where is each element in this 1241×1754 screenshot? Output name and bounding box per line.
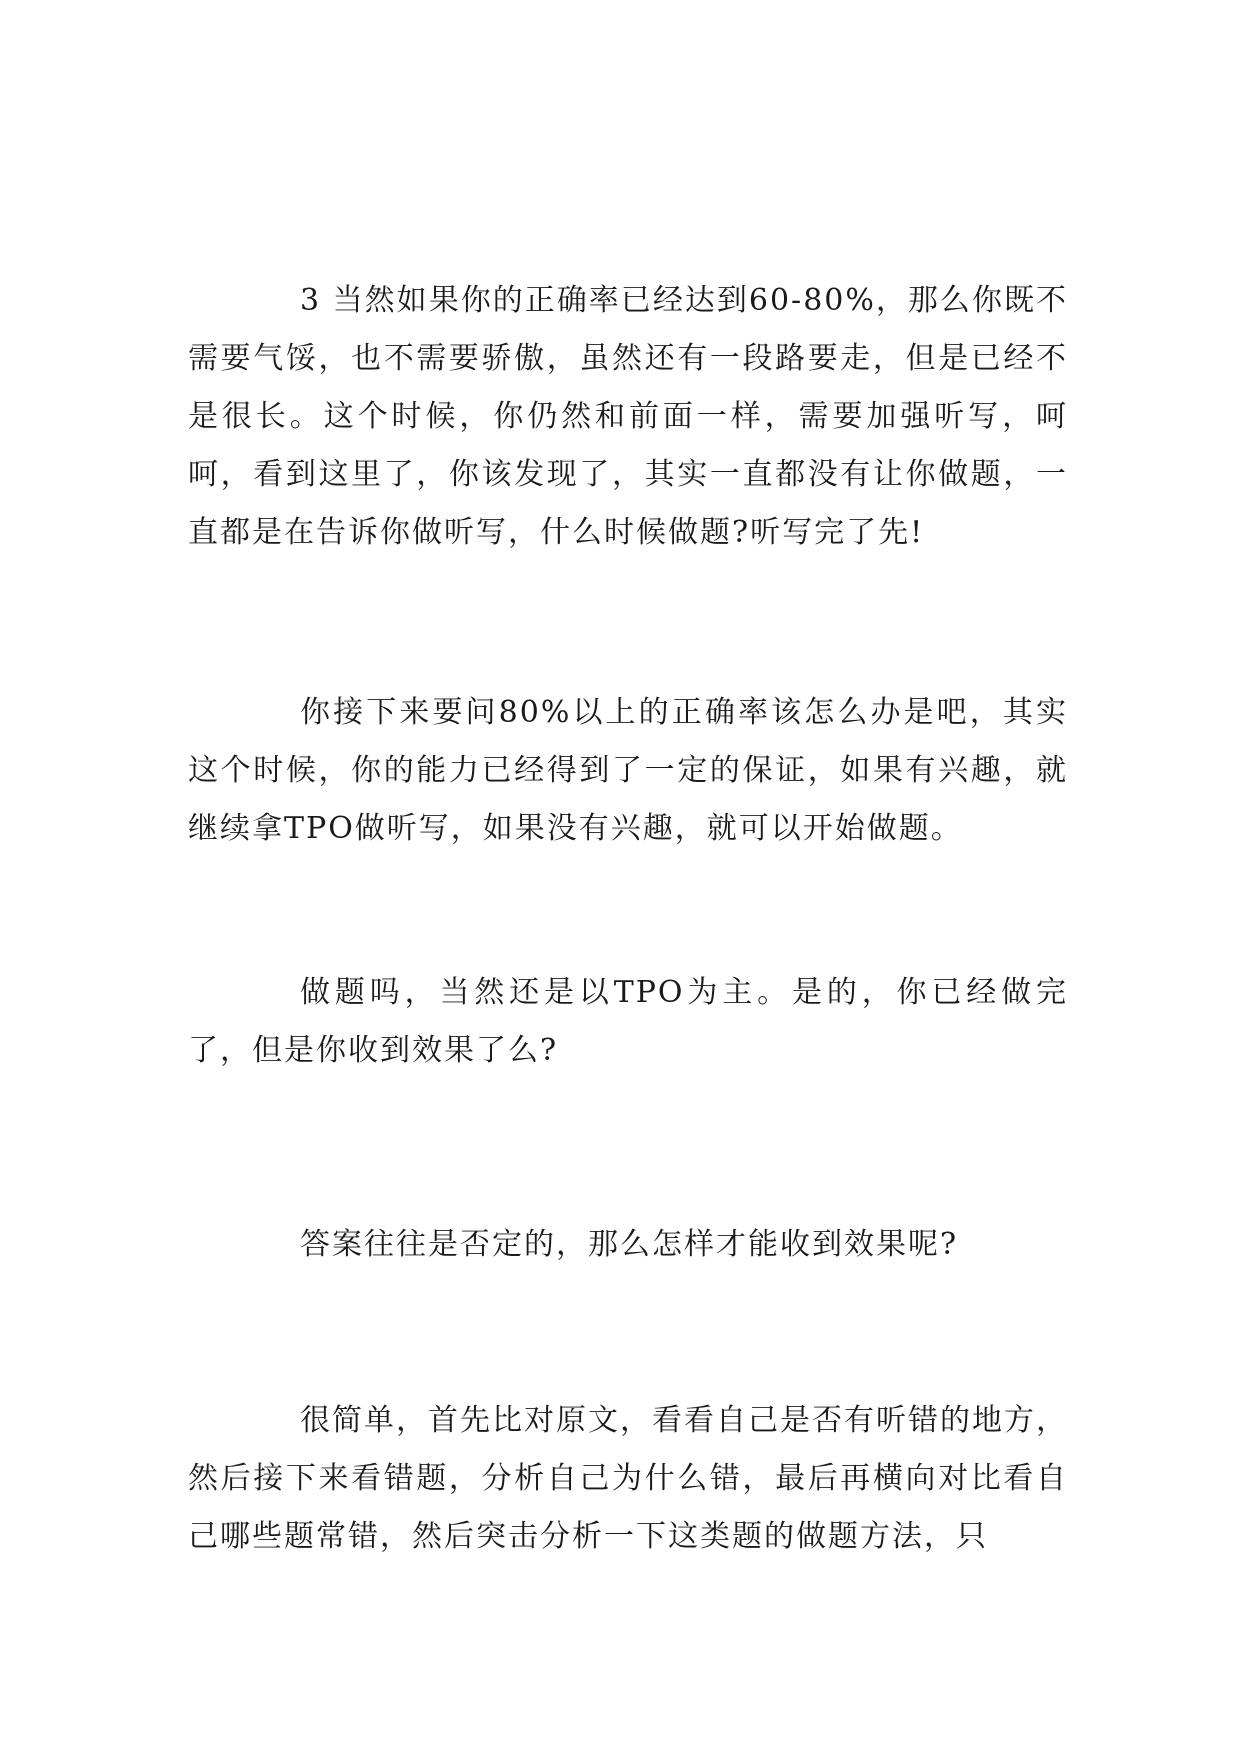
paragraph-answer-question: 答案往往是否定的，那么怎样才能收到效果呢? <box>300 1227 959 1262</box>
paragraph-accuracy-above-80: 你接下来要问80%以上的正确率该怎么办是吧，其实这个时候，你的能力已经得到了一定的保证，如果有兴趣，就继续拿TPO做听写，如果没有兴趣，就可以开始做题。 <box>188 695 1068 846</box>
paragraph-doing-tpo: 做题吗，当然还是以TPO为主。是的，你已经做完了，但是你收到效果了么? <box>188 975 1068 1068</box>
paragraph-accuracy-60-80: 3 当然如果你的正确率已经达到60-80%，那么你既不需要气馁，也不需要骄傲，虽然还有一段路要走，但是已经不是很长。这个时候，你仍然和前面一样，需要加强听写，呵呵，看到这里了，你该发现了，其实一直都没有让你做题，一直都是在告诉你做听写，什么时候做题?听写完了先! <box>188 283 1068 550</box>
paragraph-method: 很简单，首先比对原文，看看自己是否有听错的地方，然后接下来看错题，分析自己为什么错，最后再横向对比看自己哪些题常错，然后突击分析一下这类题的做题方法，只 <box>188 1403 1068 1554</box>
